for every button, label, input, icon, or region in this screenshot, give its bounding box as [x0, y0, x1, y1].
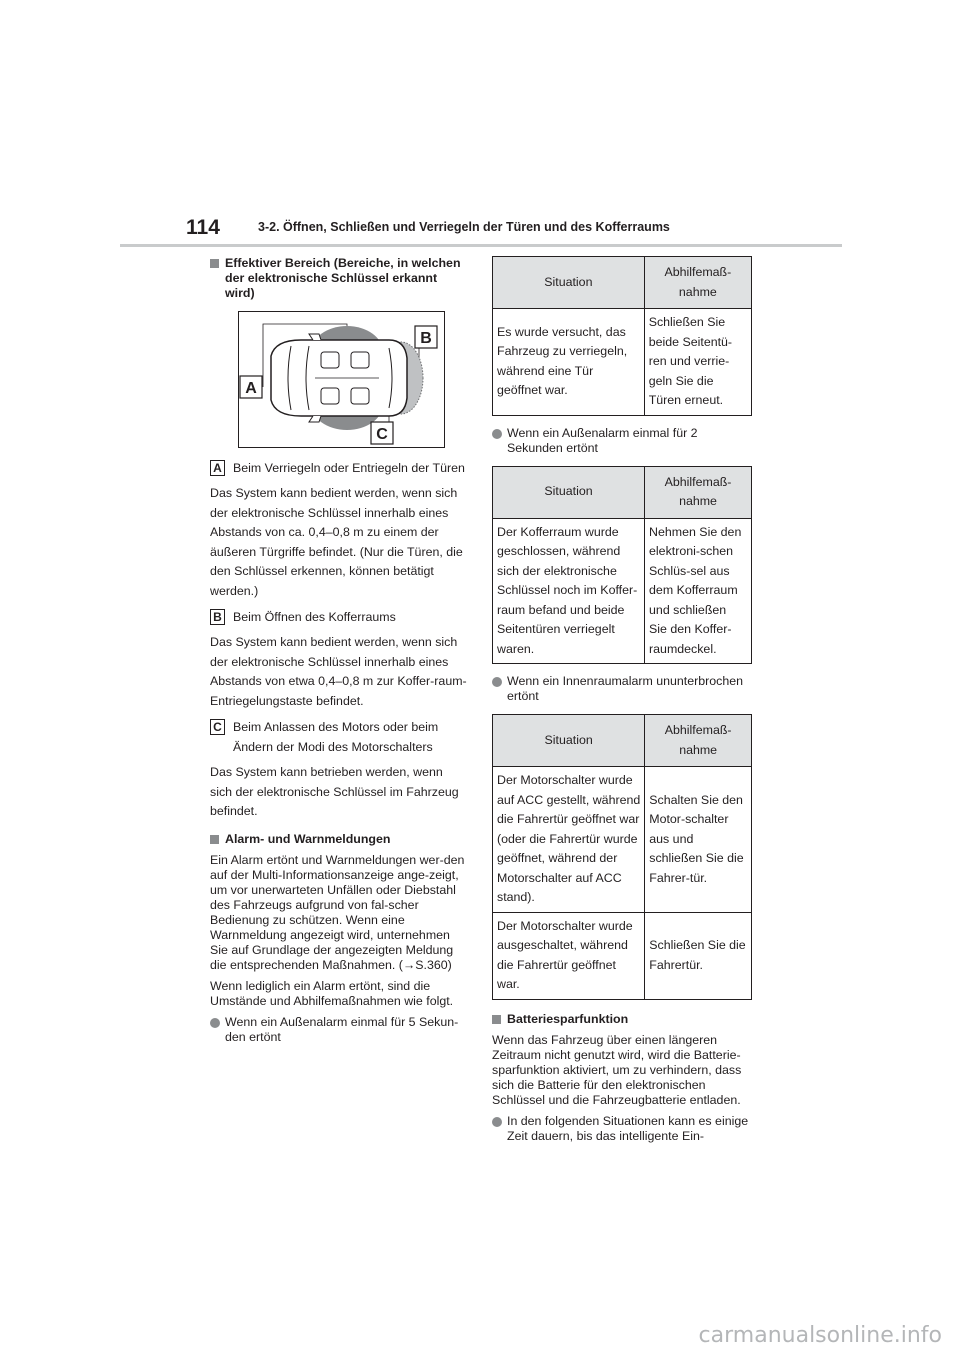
square-bullet-icon — [210, 835, 219, 844]
table-row — [493, 518, 752, 664]
table-header-row — [493, 466, 752, 518]
cell-situation: Der Motorschalter wurde auf ACC gestellt, während die Fahrertür geöffnet war (oder die Fahrertür wurde geöffnet, während der Motorschalter auf ACC stand). — [493, 767, 645, 913]
header-situation: Situation — [493, 257, 645, 309]
diagram-label-c: C — [376, 426, 388, 443]
chapter-title: 3-2. Öffnen, Schließen und Verriegeln der Türen und des Kofferraums — [258, 220, 670, 234]
alarm-para-2: Wenn lediglich ein Alarm ertönt, sind die Umstände und Abhilfemaßnahmen wie folgt. — [210, 978, 454, 1008]
label-c-badge: C — [210, 719, 225, 735]
bullet-situations-text: In den folgenden Situationen kann es einige Zeit dauern, bis das intelligente Ein- — [507, 1113, 749, 1143]
para-a: Das System kann bedient werden, wenn sich der elektronische Schlüssel innerhalb eines Abstands von ca. 0,4–0,8 m zu einem der äußeren Türgriffe befindet. (Nur die Türen, die den Schlüssel erkennen, können betätigt werden.) — [210, 486, 463, 598]
table-row — [493, 912, 752, 999]
header-situation: Situation — [493, 466, 645, 518]
cell-remedy: Schließen Sie beide Seitentü-ren und verrie-geln Sie die Türen erneut. — [644, 309, 751, 416]
circle-bullet-icon — [492, 429, 502, 439]
battery-heading-text: Batteriesparfunktion — [507, 1011, 629, 1026]
right-column — [492, 256, 752, 1150]
cell-remedy: Schalten Sie den Motor-schalter aus und schließen Sie die Fahrer-tür. — [645, 767, 752, 913]
square-bullet-icon — [210, 259, 219, 268]
alarm-heading — [210, 832, 468, 847]
cell-remedy: Schließen Sie die Fahrertür. — [645, 912, 752, 999]
cell-remedy: Nehmen Sie den elektroni-schen Schlüs-sel aus dem Kofferraum und schließen Sie den Koffer-raumdeckel. — [645, 518, 752, 664]
table-2s-alarm — [492, 466, 752, 665]
circle-bullet-icon — [492, 1117, 502, 1127]
battery-para: Wenn das Fahrzeug über einen längeren Zeitraum nicht genutzt wird, wird die Batterie-sparfunktion aktiviert, um zu verhindern, dass sich die Batterie für den elektronischen Schlüssel und die Fahrzeugbatterie entladen. — [492, 1032, 742, 1107]
circle-bullet-icon — [492, 677, 502, 687]
label-b-item — [210, 607, 468, 627]
label-b-badge: B — [210, 609, 225, 625]
bullet-continuous-alarm — [492, 674, 752, 704]
bullet-situations — [492, 1114, 752, 1144]
table-header-row — [493, 715, 752, 767]
label-c-text: Beim Anlassen des Motors oder beim Ändern der Modi des Motorschalters — [233, 720, 439, 754]
bullet-2s-text: Wenn ein Außenalarm einmal für 2 Sekunden ertönt — [507, 425, 698, 455]
cell-situation: Der Motorschalter wurde ausgeschaltet, während die Fahrertür geöffnet war. — [493, 912, 645, 999]
bullet-5s-alarm — [210, 1015, 468, 1045]
para-c: Das System kann betrieben werden, wenn sich der elektronische Schlüssel im Fahrzeug befindet. — [210, 765, 459, 818]
alarm-heading-text: Alarm- und Warnmeldungen — [225, 831, 391, 846]
alarm-para-1: Ein Alarm ertönt und Warnmeldungen wer-den auf der Multi-Informationsanzeige ange-zeigt, um vor unerwarteten Unfällen oder Diebstahl des Fahrzeugs aufgrund von fal-scher Bedienung zu schützen. Wenn eine Warnmeldung angezeigt wird, unternehmen Sie auf Grundlage der angezeigten Meldung die entsprechenden Maßnahmen. (→S.360) — [210, 852, 465, 972]
bullet-continuous-text: Wenn ein Innenraumalarm ununterbrochen ertönt — [507, 674, 744, 703]
diagram-label-b: B — [420, 330, 432, 347]
battery-heading — [492, 1012, 752, 1027]
label-a-item — [210, 458, 468, 478]
cell-situation: Der Kofferraum wurde geschlossen, während sich der elektronische Schlüssel noch im Koffer-raum befand und beide Seitentüren verriegelt waren. — [493, 518, 645, 664]
table-5s-alarm — [492, 256, 752, 416]
circle-bullet-icon — [210, 1018, 220, 1028]
header-remedy: Abhilfemaß-nahme — [645, 715, 752, 767]
header-situation: Situation — [493, 715, 645, 767]
bullet-5s-text: Wenn ein Außenalarm einmal für 5 Sekun-den ertönt — [225, 1014, 459, 1044]
square-bullet-icon — [492, 1015, 501, 1024]
table-row — [493, 767, 752, 913]
para-b: Das System kann bedient werden, wenn sich der elektronische Schlüssel innerhalb eines Abstands von etwa 0,4–0,8 m zur Koffer-raum-Entriegelungstaste befindet. — [210, 635, 467, 708]
label-b-text: Beim Öffnen des Kofferraums — [233, 610, 396, 624]
table-continuous-alarm — [492, 714, 752, 1000]
left-column — [210, 256, 468, 1051]
diagram-label-a: A — [245, 380, 257, 397]
header-remedy: Abhilfemaß-nahme — [645, 466, 752, 518]
watermark: carmanualsonline.info — [698, 1323, 942, 1348]
range-heading — [210, 256, 468, 301]
label-a-badge: A — [210, 460, 225, 476]
header-rule — [120, 244, 842, 247]
table-row — [493, 309, 752, 416]
page-number: 114 — [186, 216, 220, 239]
header-remedy: Abhilfemaß-nahme — [644, 257, 751, 309]
label-a-text: Beim Verriegeln oder Entriegeln der Türen — [233, 461, 465, 475]
table-header-row — [493, 257, 752, 309]
car-top-view-icon — [239, 312, 444, 447]
range-heading-text: Effektiver Bereich (Bereiche, in welchen der elektronische Schlüssel erkannt wird) — [225, 256, 461, 300]
detection-range-diagram — [238, 311, 445, 448]
cell-situation: Es wurde versucht, das Fahrzeug zu verriegeln, während eine Tür geöffnet war. — [493, 309, 645, 416]
label-c-item — [210, 717, 468, 757]
bullet-2s-alarm — [492, 426, 752, 456]
